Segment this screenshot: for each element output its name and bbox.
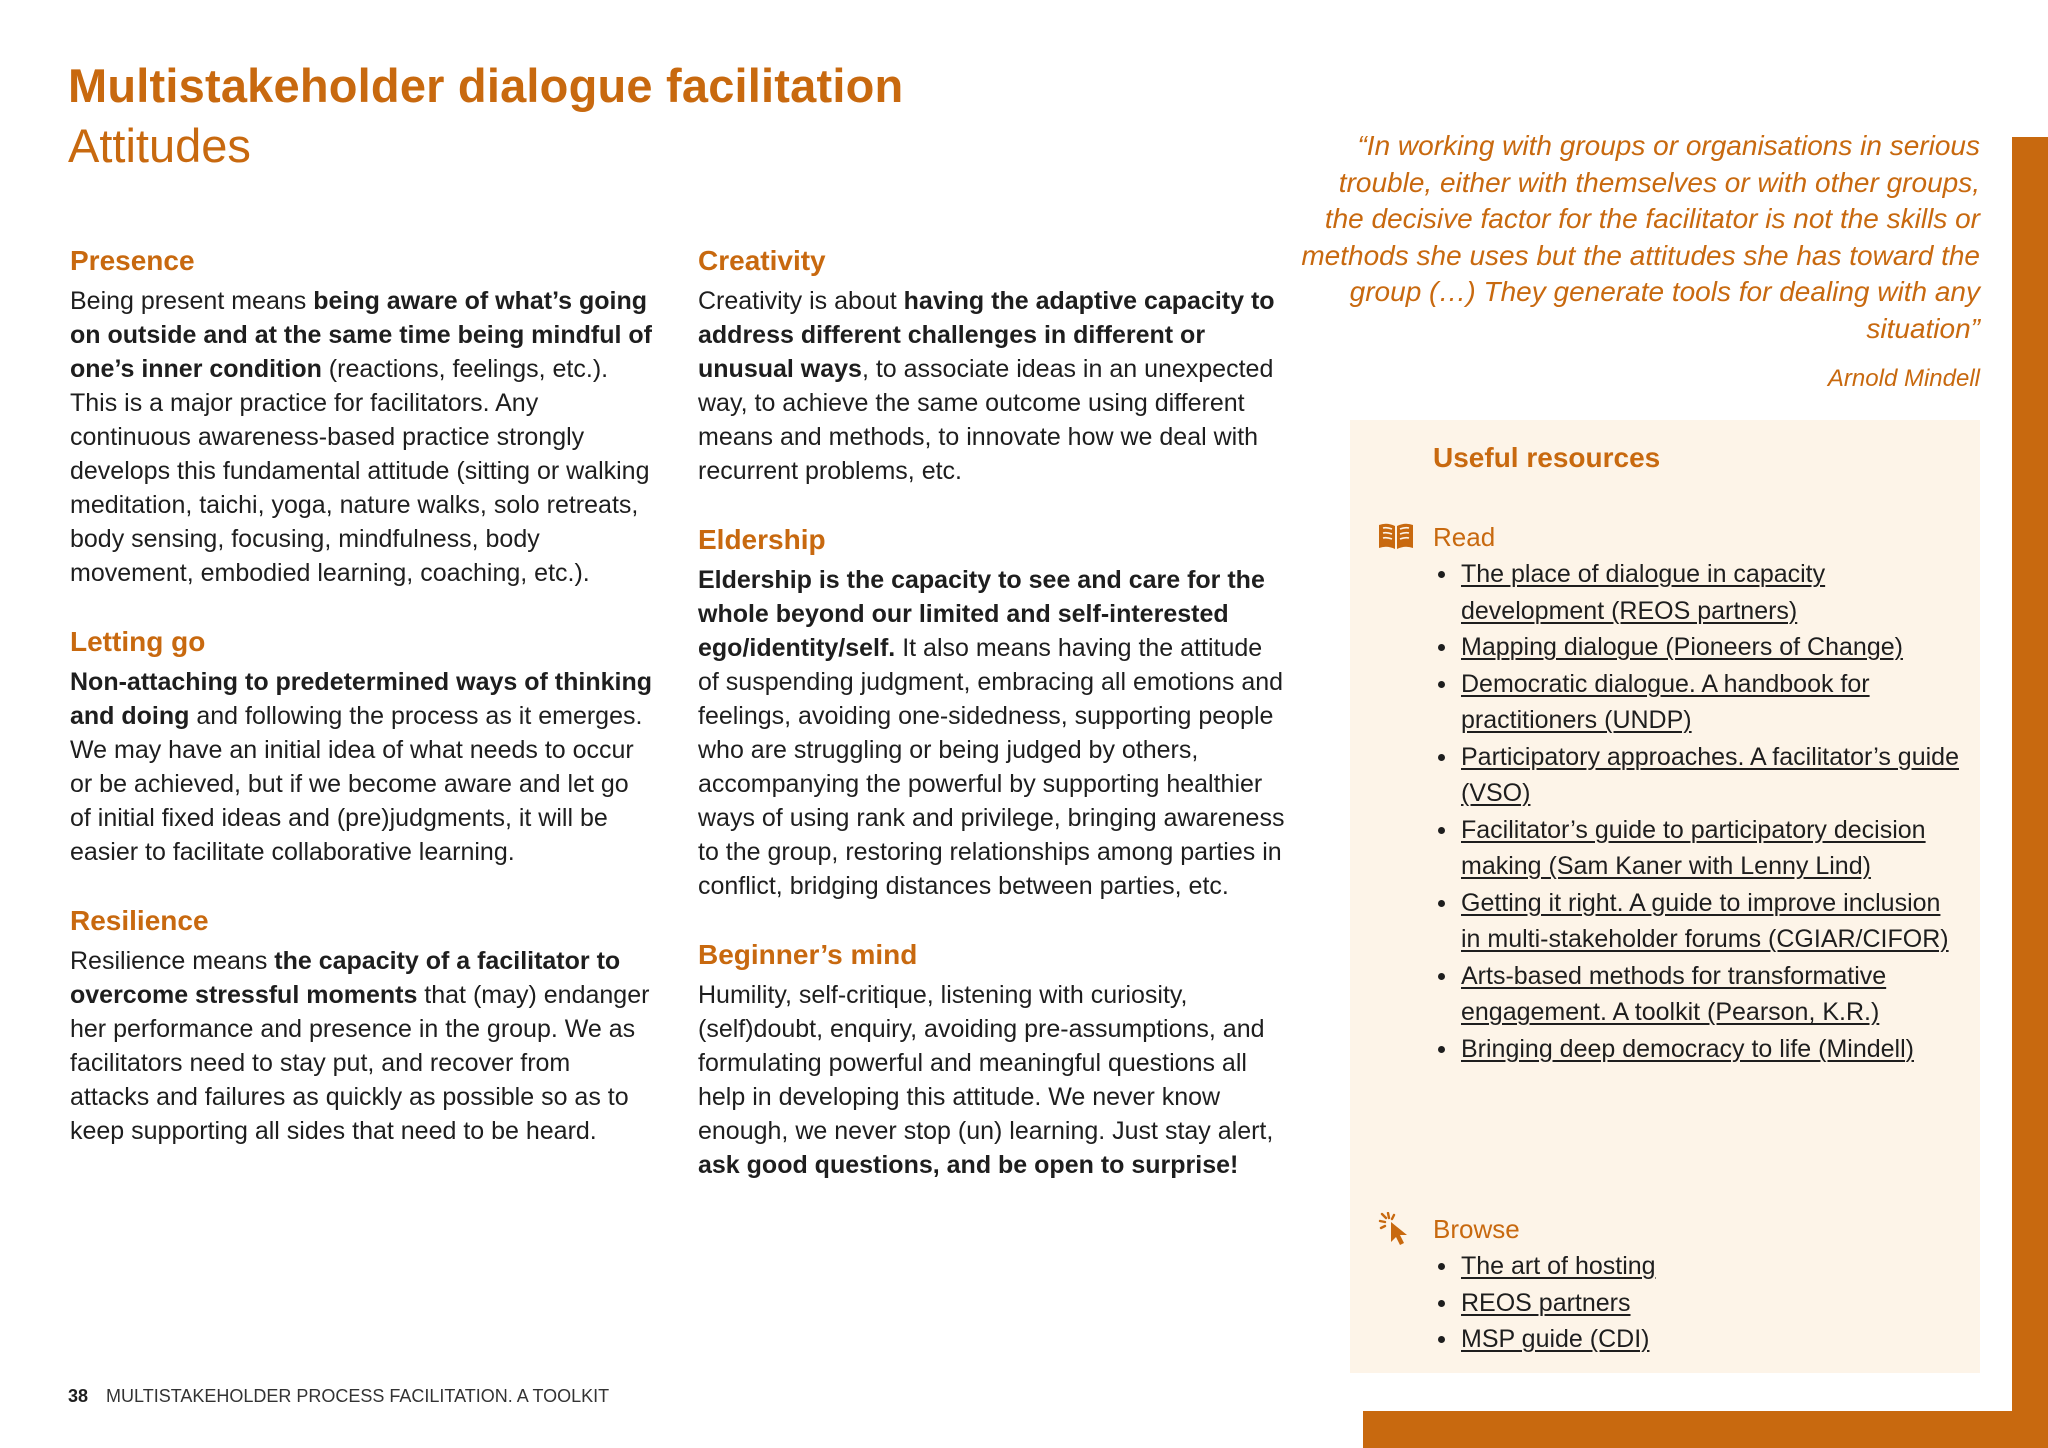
section-presence	[70, 244, 655, 590]
section-heading: Presence	[70, 245, 195, 276]
page-title: Multistakeholder dialogue facilitation	[68, 59, 904, 112]
body-text: (reactions, feelings, etc.). This is a major practice for facilitators. Any continuous awareness-based practice strongly develops this fundamental attitude (sitting or walking meditation, taichi, yoga, nature walks, solo retreats, body sensing, focusing, mindfulness, body movement, embodied learning, coaching, etc.).	[70, 355, 650, 587]
body-text: and following the process as it emerges. We may have an initial idea of what needs to occur or be achieved, but if we become aware and let go of initial fixed ideas and (pre)judgments, it will be easier to facilitate collaborative learning.	[70, 702, 643, 866]
browse-label: Browse	[1433, 1214, 1520, 1244]
list-item	[1433, 666, 1963, 739]
list-item	[1433, 812, 1963, 885]
resources-panel	[1350, 420, 1980, 1373]
read-list	[1433, 556, 1963, 1067]
resource-link[interactable]: The art of hosting	[1461, 1252, 1656, 1280]
pull-quote: “In working with groups or organisations in serious trouble, either with themselves or with other groups, the decisive factor for the facilitator is not the skills or methods she uses but the attitudes she has toward the group (…) They generate tools for dealing with any situation”	[1301, 130, 1980, 344]
resource-link[interactable]: MSP guide (CDI)	[1461, 1325, 1650, 1353]
list-item	[1433, 556, 1963, 629]
list-item	[1433, 1248, 1963, 1285]
body-emphasis: Eldership is the capacity to see and care for the whole beyond our limited and self-interested ego/identity/self.	[698, 566, 1265, 662]
body-text: Creativity is about	[698, 287, 904, 315]
resource-link[interactable]: Bringing deep democracy to life (Mindell)	[1461, 1034, 1914, 1063]
body-emphasis: the capacity of a facilitator to overcome stressful moments	[70, 947, 621, 1009]
resource-link[interactable]: REOS partners	[1461, 1288, 1631, 1317]
section-body	[70, 944, 655, 1148]
section-heading: Resilience	[70, 905, 209, 936]
resource-link[interactable]: Facilitator’s guide to participatory decision making (Sam Kaner with Lenny Lind)	[1461, 815, 1926, 880]
section-body	[698, 284, 1288, 488]
list-item	[1433, 629, 1963, 666]
resource-link[interactable]: Getting it right. A guide to improve inclusion in multi-stakeholder forums (CGIAR/CIFOR)	[1461, 888, 1949, 953]
list-item	[1433, 885, 1963, 958]
list-item	[1433, 958, 1963, 1031]
accent-bar-bottom	[1363, 1411, 2048, 1448]
list-item	[1433, 1285, 1963, 1322]
list-item	[1433, 1031, 1963, 1068]
section-heading: Letting go	[70, 626, 206, 657]
resource-link[interactable]: Democratic dialogue. A handbook for practitioners (UNDP)	[1461, 669, 1870, 734]
body-text: that (may) endanger her performance and presence in the group. We as facilitators need to stay put, and recover from attacks and failures as quickly as possible so as to keep supporting all sides that need to be heard.	[70, 981, 650, 1145]
resources-title: Useful resources	[1433, 442, 1661, 473]
section-heading: Beginner’s mind	[698, 939, 918, 970]
book-icon	[1377, 520, 1415, 552]
body-emphasis: ask good questions, and be open to surprise!	[698, 1151, 1239, 1179]
body-text: Humility, self-critique, listening with curiosity, (self)doubt, enquiry, avoiding pre-assumptions, and formulating powerful and meaningful questions all help in developing this attitude. We never know enough, we never stop (un) learning. Just stay alert,	[698, 981, 1274, 1145]
section-heading: Creativity	[698, 245, 826, 276]
section-creativity	[698, 244, 1288, 488]
resource-link[interactable]: Participatory approaches. A facilitator’s guide (VSO)	[1461, 742, 1959, 807]
body-text: It also means having the attitude of suspending judgment, embracing all emotions and feelings, avoiding one-sidedness, supporting people who are struggling or being judged by others, accompanying the powerful by supporting healthier ways of using rank and privilege, bringing awareness to the group, restoring relationships among parties in conflict, bridging distances between parties, etc.	[698, 634, 1285, 900]
page-number: 38	[68, 1386, 89, 1406]
body-text: Resilience means	[70, 947, 275, 975]
cursor-click-icon	[1377, 1212, 1415, 1244]
accent-bar-right	[2012, 137, 2048, 1448]
section-letting-go	[70, 625, 655, 869]
quote-author: Arnold Mindell	[1827, 365, 1980, 392]
body-emphasis: being aware of what’s going on outside and at the same time being mindful of one’s inner condition	[70, 287, 652, 383]
body-emphasis: Non-attaching to predetermined ways of thinking and doing	[70, 668, 652, 730]
section-body	[70, 284, 655, 590]
left-column	[70, 244, 655, 1183]
section-body	[70, 665, 655, 869]
page-footer	[68, 1386, 609, 1407]
footer-title: MULTISTAKEHOLDER PROCESS FACILITATION. A TOOLKIT	[106, 1386, 610, 1406]
browse-list	[1433, 1248, 1963, 1358]
middle-column	[698, 244, 1288, 1217]
section-body	[698, 978, 1288, 1182]
section-heading: Eldership	[698, 524, 826, 555]
page-subtitle: Attitudes	[68, 119, 251, 172]
section-resilience	[70, 904, 655, 1148]
resource-link[interactable]: Mapping dialogue (Pioneers of Change)	[1461, 633, 1903, 661]
section-eldership	[698, 523, 1288, 903]
body-emphasis: having the adaptive capacity to address different challenges in different or unusual ways	[698, 287, 1275, 383]
read-label: Read	[1433, 522, 1496, 552]
section-body	[698, 563, 1288, 903]
list-item	[1433, 739, 1963, 812]
body-text: Being present means	[70, 287, 314, 315]
resource-link[interactable]: Arts-based methods for transformative engagement. A toolkit (Pearson, K.R.)	[1461, 961, 1887, 1026]
section-beginners-mind	[698, 938, 1288, 1182]
resource-link[interactable]: The place of dialogue in capacity development (REOS partners)	[1461, 560, 1826, 625]
body-text: , to associate ideas in an unexpected way, to achieve the same outcome using different means and methods, to innovate how we deal with recurrent problems, etc.	[698, 355, 1274, 485]
list-item	[1433, 1321, 1963, 1358]
